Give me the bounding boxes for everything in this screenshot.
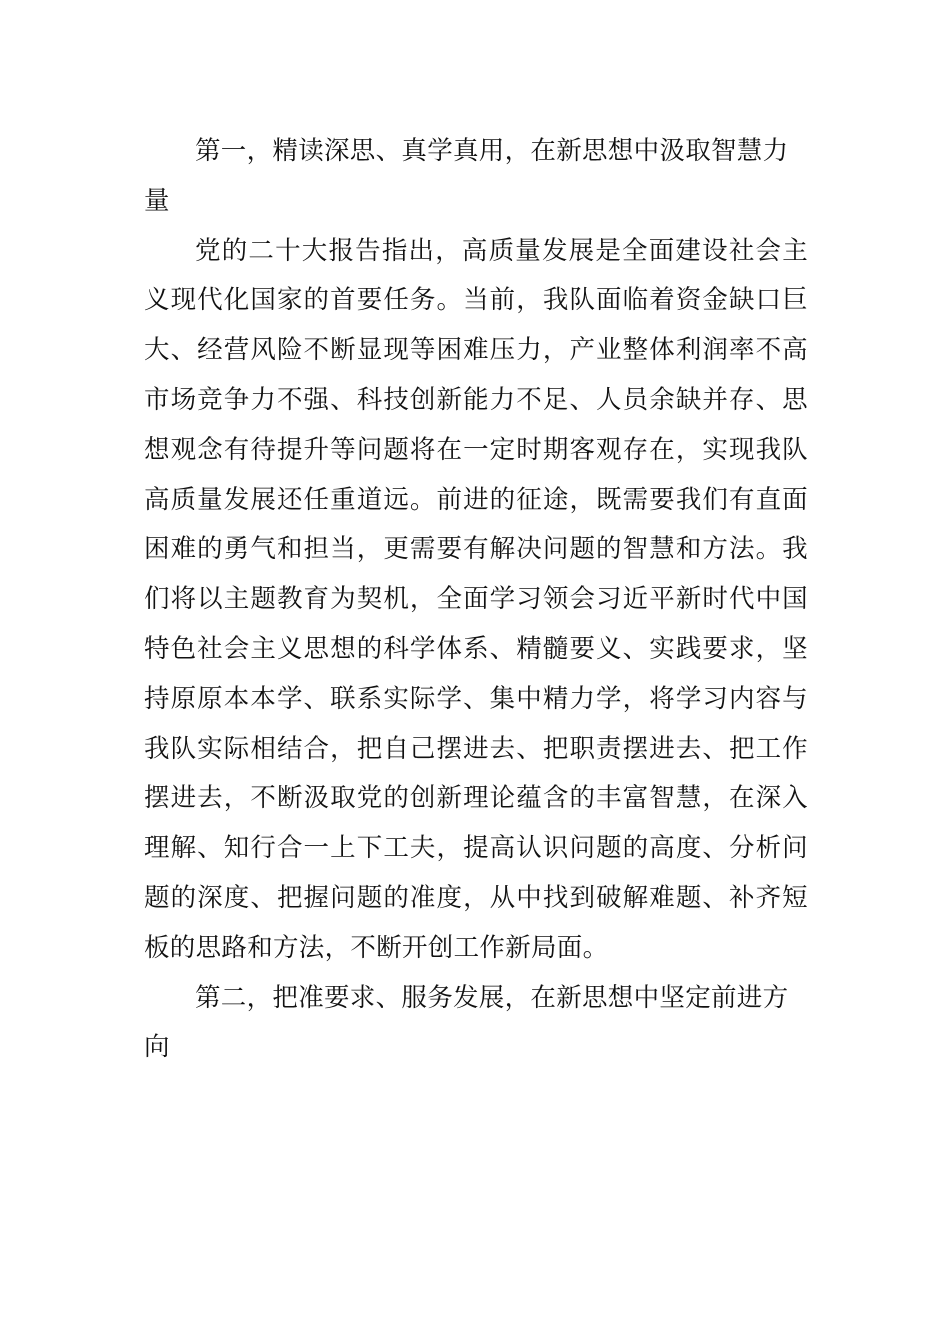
section-1-body: 党的二十大报告指出，高质量发展是全面建设社会主义现代化国家的首要任务。当前，我队面临着资金缺口巨大、经营风险不断显现等困难压力，产业整体利润率不高市场竞争力不强、科技创新能力不足、人员余缺并存、思想观念有待提升等问题将在一定时期客观存在，实现我队高质量发展还任重道远。前进的征途，既需要我们有直面困难的勇气和担当，更需要有解决问题的智慧和方法。我们将以主题教育为契机，全面学习领会习近平新时代中国特色社会主义思想的科学体系、精髓要义、实践要求，坚持原原本本学、联系实际学、集中精力学，将学习内容与我队实际相结合，把自己摆进去、把职责摆进去、把工作摆进去，不断汲取党的创新理论蕴含的丰富智慧，在深入理解、知行合一上下工夫，提高认识问题的高度、分析问题的深度、把握问题的准度，从中找到破解难题、补齐短板的思路和方法，不断开创工作新局面。	[144, 235, 808, 963]
document-page	[144, 127, 808, 1073]
section-1-heading: 第一，精读深思、真学真用，在新思想中汲取智慧力量	[144, 136, 789, 216]
section-2-heading: 第二，把准要求、服务发展，在新思想中坚定前进方向	[144, 982, 789, 1063]
